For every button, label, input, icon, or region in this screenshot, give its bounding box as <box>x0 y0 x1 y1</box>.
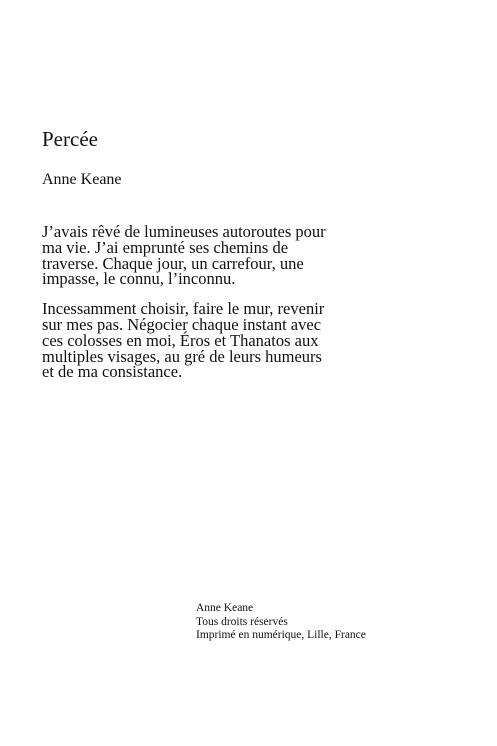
colophon <box>196 602 366 643</box>
document-title: Percée <box>42 127 98 151</box>
paragraph-line: ma vie. J’ai emprunté ses chemins de <box>42 237 289 257</box>
paragraph-line: J’avais rêvé de lumineuses autoroutes pour <box>42 222 326 241</box>
paragraph-line: et de ma consistance. <box>42 362 183 382</box>
colophon-rights: Tous droits réservés <box>196 615 288 628</box>
document-author: Anne Keane <box>42 171 122 188</box>
paragraph-2 <box>42 301 382 380</box>
paragraph-line: traverse. Chaque jour, un carrefour, une <box>42 253 304 273</box>
paragraph-line: multiples visages, au gré de leurs humeurs <box>42 346 322 366</box>
paragraph-line: ces colosses en moi, Éros et Thanatos aux <box>42 330 319 350</box>
paragraph-line: Incessamment choisir, faire le mur, revenir <box>42 299 325 319</box>
poem-body <box>42 224 382 394</box>
colophon-author: Anne Keane <box>196 602 254 614</box>
paragraph-line: impasse, le connu, l’inconnu. <box>42 269 236 289</box>
paragraph-1 <box>42 224 382 287</box>
colophon-printing: Imprimé en numérique, Lille, France <box>196 629 366 641</box>
paragraph-line: sur mes pas. Négocier chaque instant avec <box>42 314 322 334</box>
